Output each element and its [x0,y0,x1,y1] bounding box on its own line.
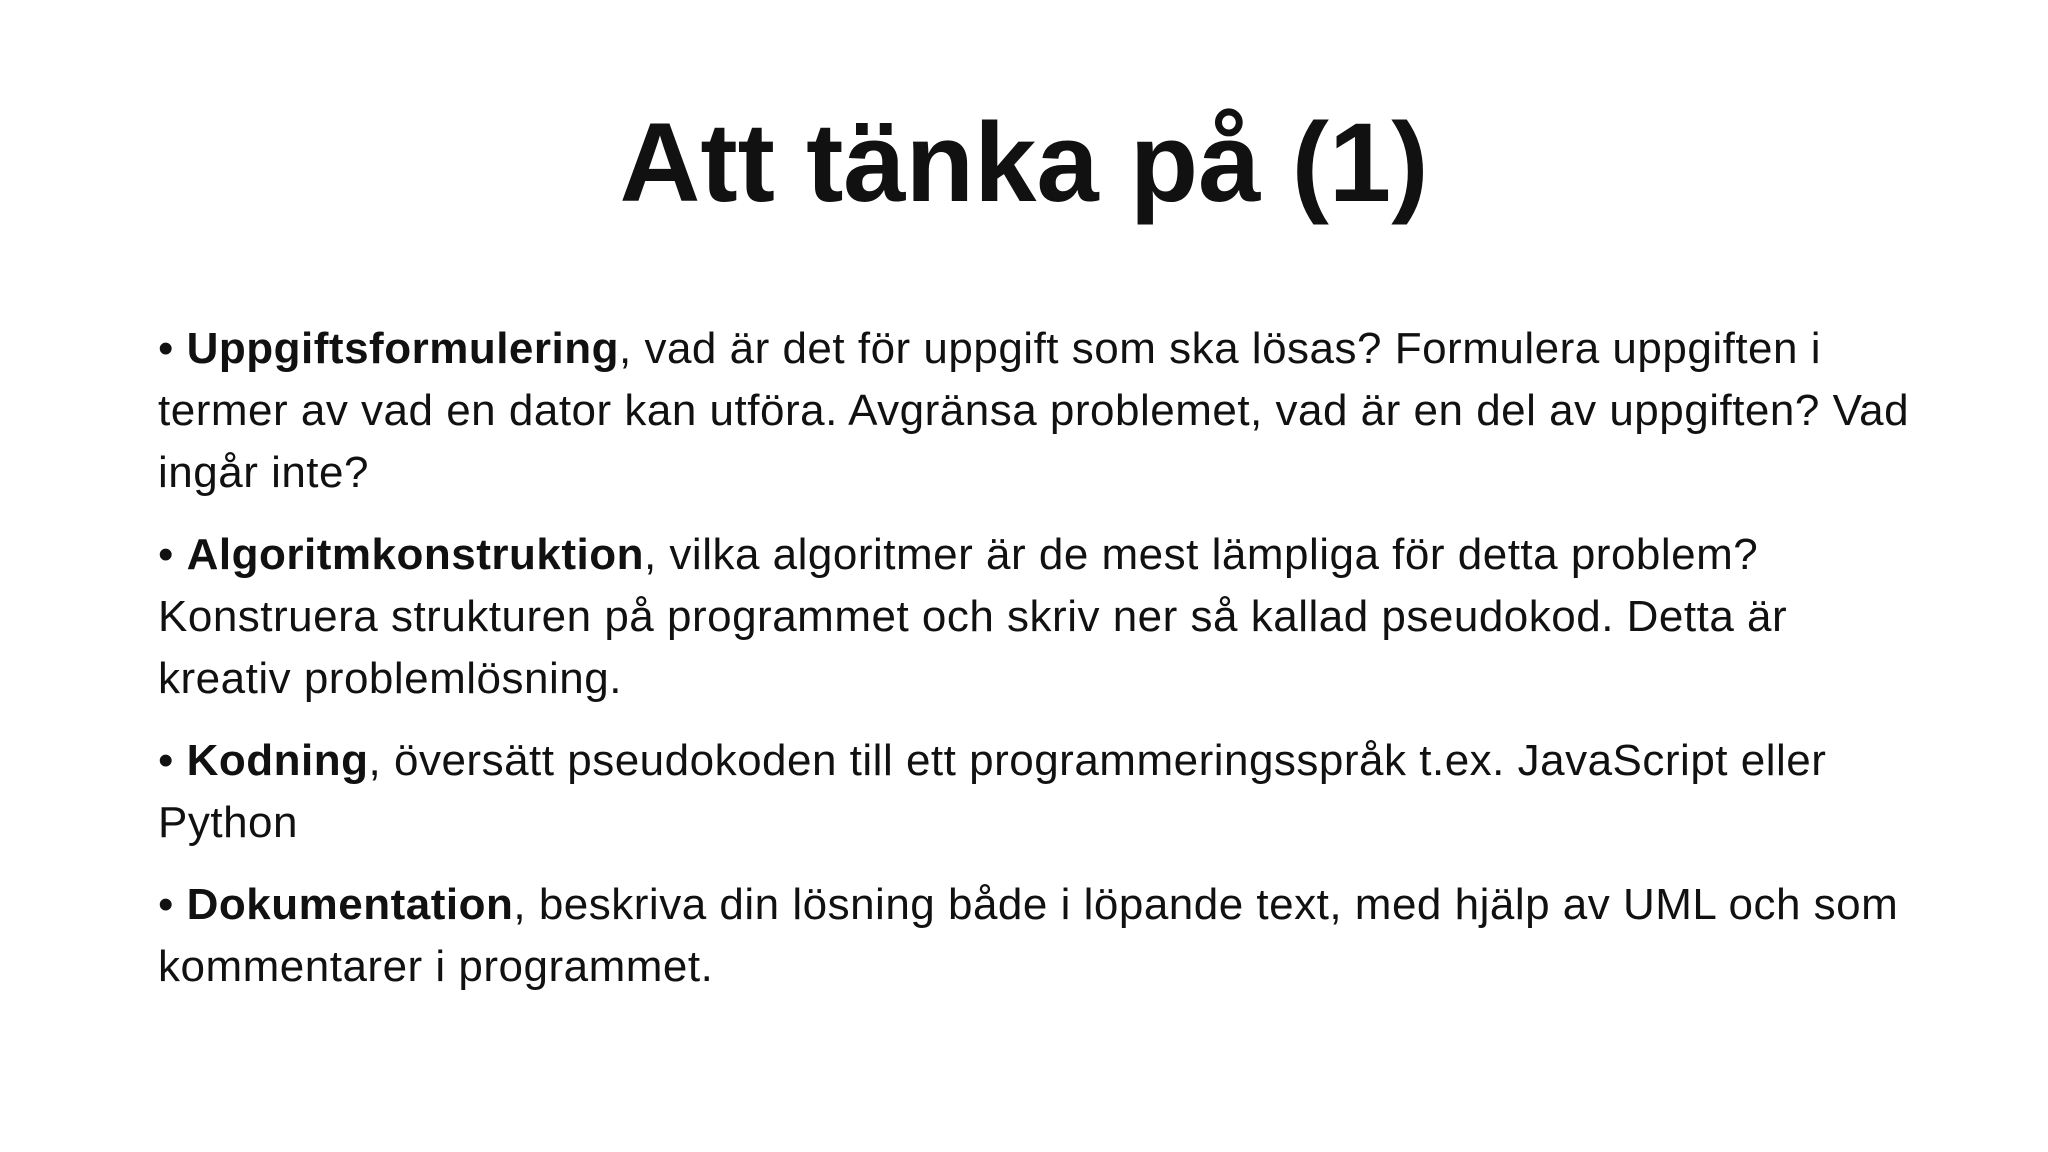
bullet-term: Uppgiftsformulering [186,324,619,373]
bullet-list [158,318,1918,1018]
slide-title: Att tänka på (1) [619,100,1429,225]
bullet-marker: • [158,324,174,373]
bullet-term: Algoritmkonstruktion [186,530,644,579]
bullet-marker: • [158,530,174,579]
bullet-term: Dokumentation [186,880,514,929]
bullet-item-algoritmkonstruktion [158,524,1918,710]
bullet-text: , vilka algoritmer är de mest lämpliga för detta problem? Konstruera strukturen på programmet och skriv ner så kallad pseudokod. Detta är kreativ problemlösning. [158,530,1788,703]
bullet-text: , vad är det för uppgift som ska lösas? Formulera uppgiften i termer av vad en dator kan utföra. Avgränsa problemet, vad är en del av uppgiften? Vad ingår inte? [158,324,1910,497]
bullet-marker: • [158,736,174,785]
bullet-item-uppgiftsformulering [158,318,1918,504]
bullet-term: Kodning [186,736,369,785]
bullet-item-kodning [158,730,1918,854]
bullet-text: , översätt pseudokoden till ett programmeringsspråk t.ex. JavaScript eller Python [158,736,1827,847]
bullet-text: , beskriva din lösning både i löpande text, med hjälp av UML och som kommentarer i programmet. [158,880,1899,991]
bullet-marker: • [158,880,174,929]
bullet-item-dokumentation [158,874,1918,998]
